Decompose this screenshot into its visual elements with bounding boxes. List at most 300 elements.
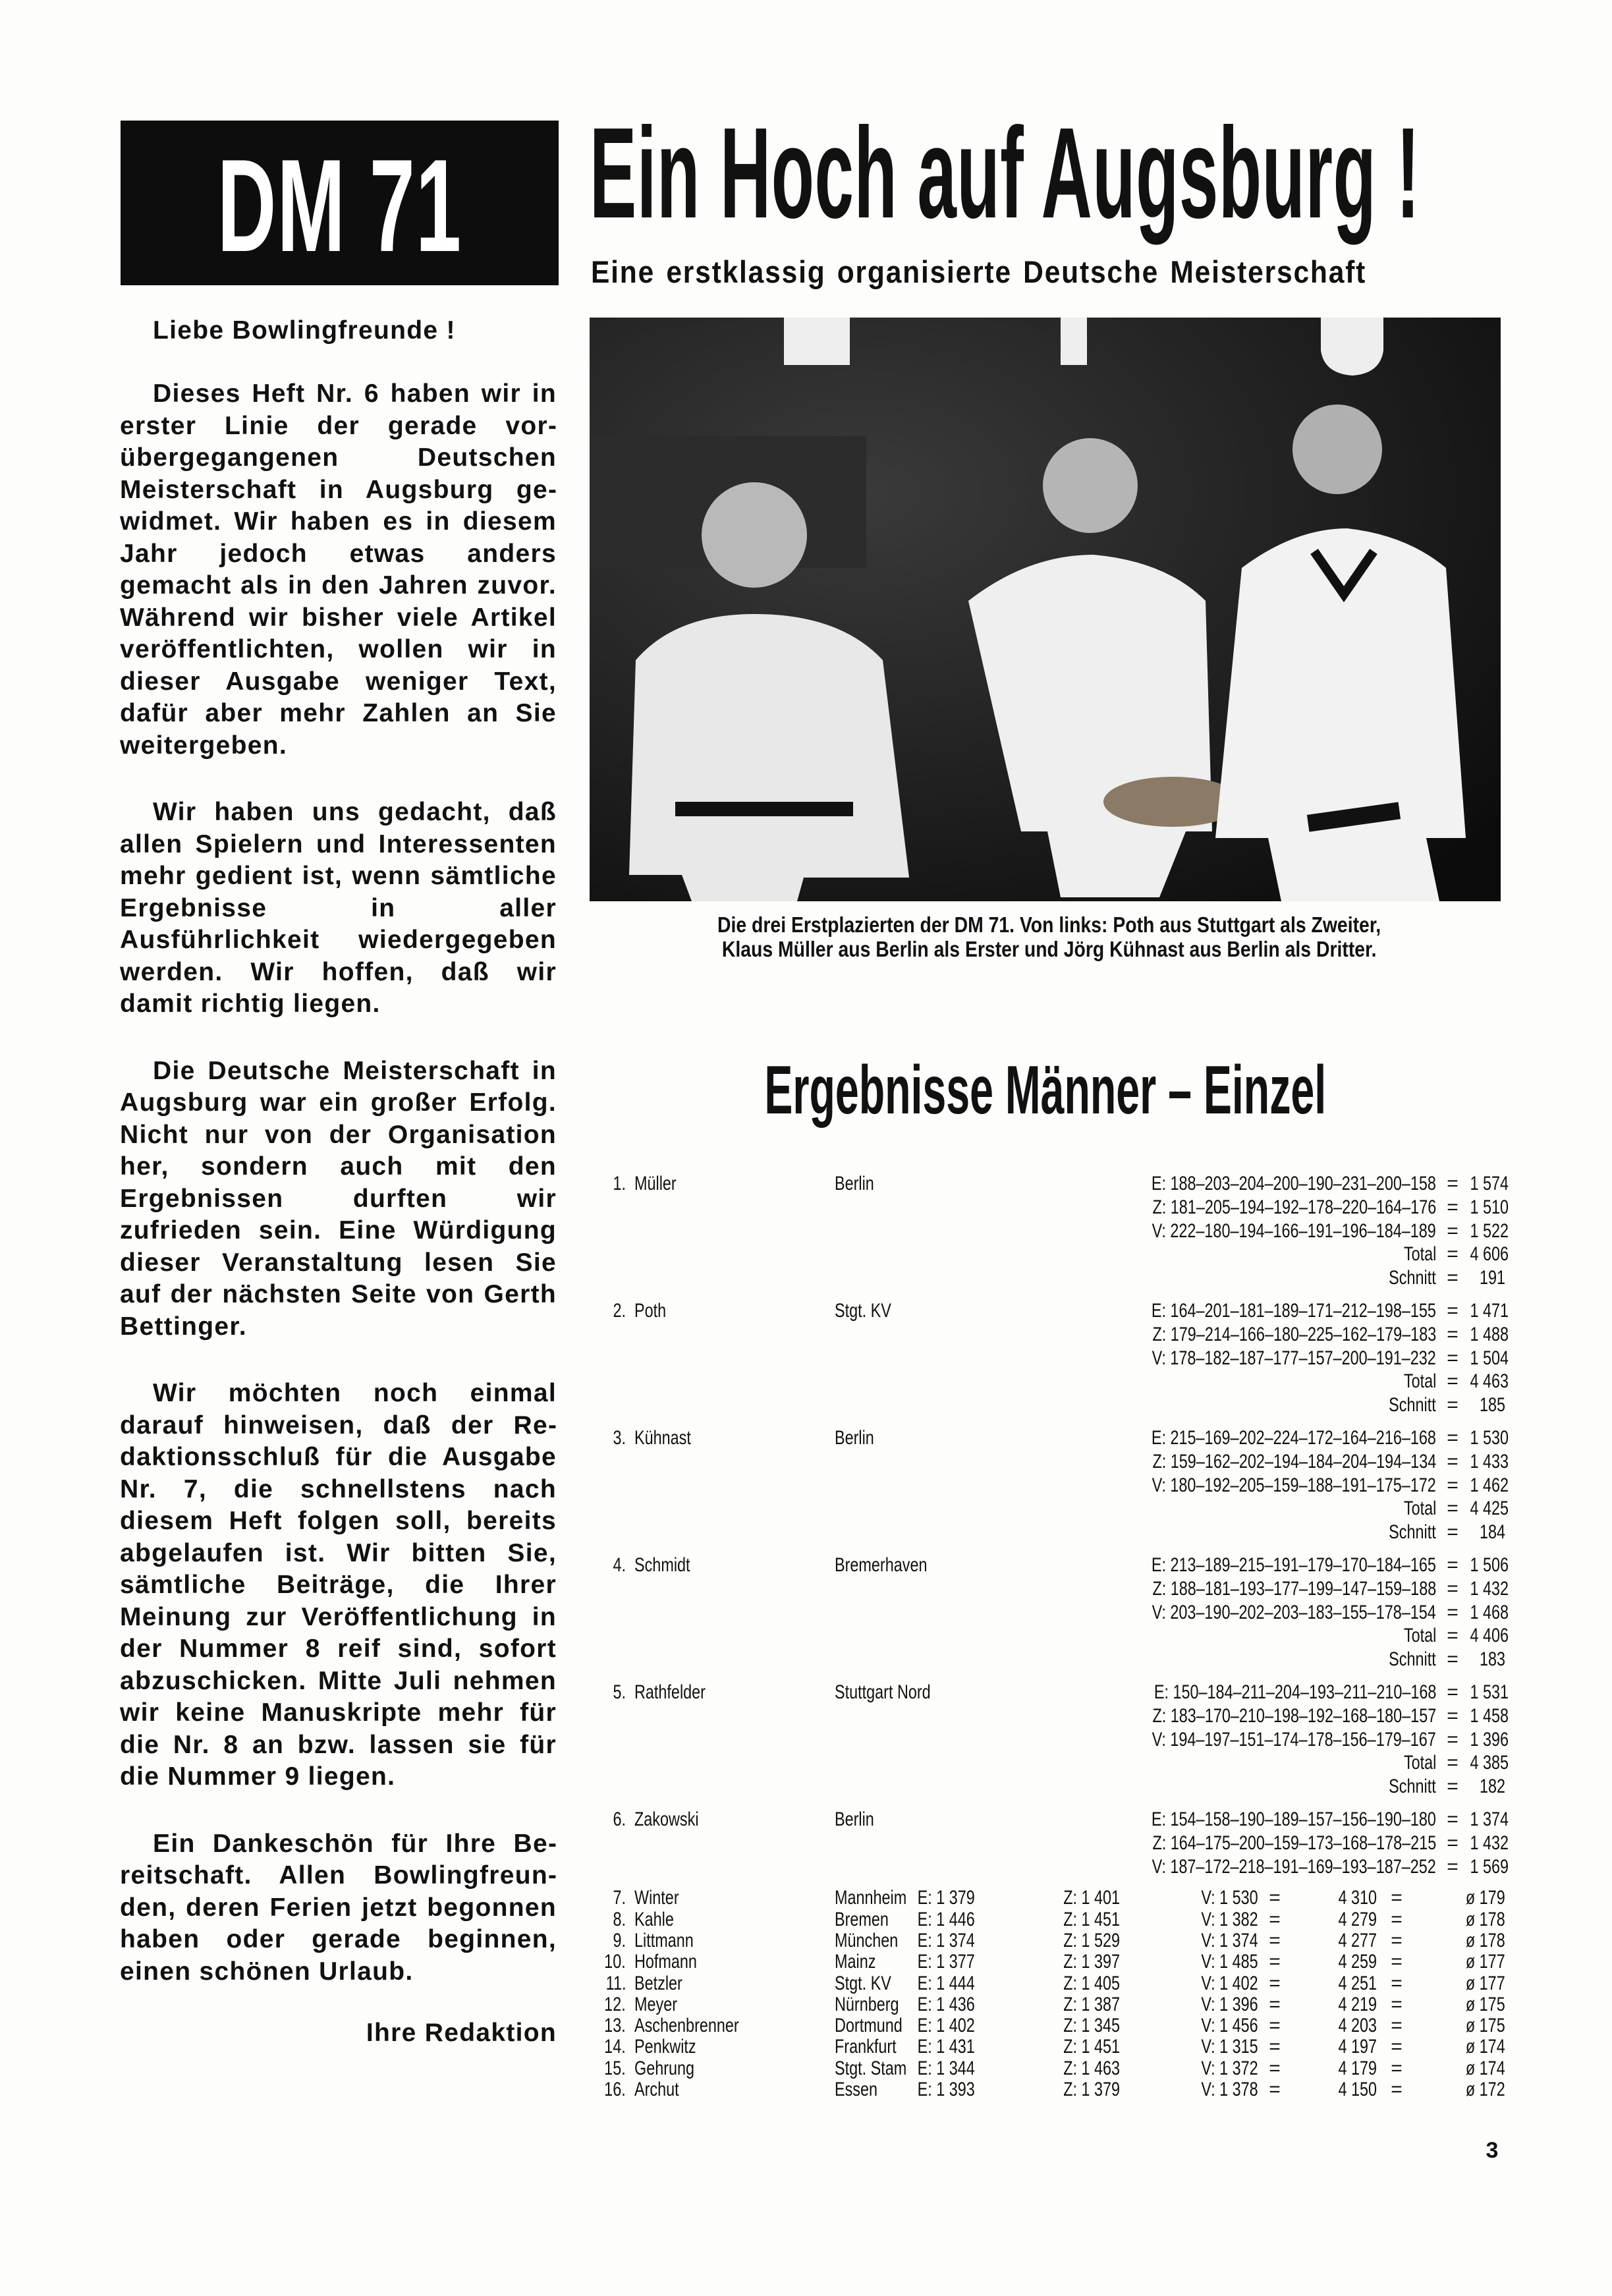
- cell-text: 185: [1479, 1394, 1505, 1416]
- series-z: [1047, 1909, 1120, 1930]
- total-value: [1327, 2058, 1377, 2079]
- cell-text: Bremerhaven: [835, 1554, 928, 1576]
- series-v: [1185, 2079, 1258, 2100]
- series-v: [1185, 1973, 1258, 1994]
- player-club: [835, 1172, 885, 1196]
- row-spacer: [596, 1878, 1505, 1888]
- equals-sign: =: [1391, 2036, 1403, 2058]
- series-e: [901, 1888, 975, 1909]
- series-games: [1072, 1196, 1436, 1219]
- cell-text: Nürnberg: [835, 1993, 899, 2015]
- series-z: [1047, 1994, 1120, 2015]
- series-z: [1047, 1930, 1120, 1951]
- total-value: [1327, 1930, 1377, 1951]
- series-games: [1072, 1347, 1436, 1370]
- cell-text: Z: 1 401: [1063, 1887, 1120, 1909]
- series-sum: [1459, 1704, 1509, 1728]
- cell-text: Z: 1 451: [1063, 1908, 1120, 1930]
- series-row: [596, 1601, 1509, 1625]
- editorial-signature: Ihre Redaktion: [366, 2019, 557, 2047]
- series-row: [596, 1450, 1509, 1474]
- rank: [596, 1554, 626, 1577]
- cell-text: V: 1 396: [1201, 1993, 1258, 2015]
- equals-sign: =: [1269, 2078, 1281, 2100]
- equals-sign: =: [1269, 1887, 1281, 1909]
- cell-text: Total: [1403, 1625, 1436, 1647]
- player-club: [835, 1554, 953, 1577]
- cell-text: V: 1 378: [1201, 2078, 1258, 2100]
- equals-sign: =: [1391, 1929, 1403, 1951]
- cell-text: 1 522: [1470, 1219, 1509, 1242]
- cell-text: Total: [1403, 1498, 1436, 1520]
- cell-text: 7.: [613, 1887, 626, 1909]
- cell-text: 13.: [604, 2015, 626, 2037]
- cell-text: ø 177: [1466, 1951, 1505, 1973]
- cell-text: E: 150–184–211–204–193–211–210–168: [1153, 1681, 1436, 1703]
- cell-text: Schnitt: [1389, 1521, 1436, 1544]
- cell-text: V: 1 485: [1201, 1951, 1258, 1973]
- row-spacer: [596, 1671, 1505, 1681]
- editorial-paragraph: Wir möchten noch einmal darauf hinweisen, daß der Redaktionsschluß für die Ausgabe Nr. 7, die schnellstens nach diesem Heft folgen soll, bereits abgelaufen ist. Wir bitten Sie, sämtliche Beiträge, die Ihrer Meinung zur Veröffentlichung in der Nummer 8 reif sind, sofort abzuschicken. Mitte Juli nehmen wir keine Manuskripte mehr für die Nr. 8 an bzw. lassen sie für die Nummer 9 liegen.: [120, 1379, 557, 1791]
- cell-text: V: 187–172–218–191–169–193–187–252: [1152, 1855, 1436, 1878]
- rank: [596, 1681, 626, 1704]
- cell-text: Schmidt: [634, 1554, 690, 1576]
- series-games: [1072, 1577, 1436, 1601]
- cell-text: Hofmann: [634, 1951, 697, 1973]
- total-value: [1459, 1370, 1509, 1393]
- equals-sign: =: [1269, 1929, 1281, 1951]
- player-name: [634, 1426, 707, 1450]
- equals-sign: =: [1447, 1243, 1459, 1266]
- equals-sign: =: [1447, 1323, 1459, 1345]
- total-row: [596, 1243, 1509, 1266]
- equals-sign: =: [1391, 1972, 1403, 1994]
- cell-text: Penkwitz: [634, 2036, 696, 2058]
- cell-text: Stuttgart Nord: [835, 1681, 931, 1703]
- cell-text: 1 569: [1470, 1855, 1509, 1878]
- series-e: [901, 1994, 975, 2015]
- equals-sign: =: [1391, 2078, 1403, 2100]
- cell-text: 4 425: [1470, 1498, 1509, 1520]
- series-row: [596, 1577, 1509, 1601]
- total-label: [1395, 1751, 1436, 1775]
- cell-text: 4 310: [1338, 1887, 1377, 1909]
- series-sum: [1459, 1808, 1509, 1832]
- cell-text: 4 203: [1338, 2015, 1377, 2037]
- player-club: [835, 1973, 907, 1994]
- equals-sign: =: [1269, 2057, 1281, 2079]
- editorial-paragraph: Ein Dankeschön für Ihre Bereitschaft. Allen Bowlingfreunden, deren Ferien jetzt begonnen haben oder gerade beginnen, einen schönen Urlaub.: [120, 1829, 557, 1986]
- total-row: [596, 1624, 1509, 1648]
- average-label: [1376, 1648, 1436, 1671]
- player-result: [596, 1554, 1509, 1671]
- series-sum: [1459, 1450, 1509, 1474]
- cell-text: 1 374: [1470, 1808, 1509, 1830]
- badge-text: DM 71: [217, 132, 462, 279]
- series-z: [1047, 1973, 1120, 1994]
- series-v: [1185, 2058, 1258, 2079]
- rank: [596, 1951, 626, 1973]
- series-row: [596, 1474, 1509, 1498]
- cell-text: Aschenbrenner: [634, 2015, 739, 2037]
- cell-text: 10.: [604, 1951, 626, 1973]
- cell-text: Mainz: [835, 1951, 876, 1973]
- row-spacer: [596, 1799, 1505, 1808]
- cell-text: 4 251: [1338, 1972, 1377, 1994]
- average-value: [1455, 2015, 1505, 2036]
- cell-text: 1 510: [1470, 1196, 1509, 1218]
- cell-text: Total: [1403, 1370, 1436, 1393]
- cell-text: E: 1 446: [917, 1908, 975, 1930]
- row-spacer: [596, 1417, 1505, 1426]
- cell-text: ø 177: [1466, 1972, 1505, 1994]
- series-games: [1072, 1832, 1436, 1855]
- cell-text: Berlin: [835, 1426, 874, 1449]
- cell-text: 1 504: [1470, 1347, 1509, 1369]
- average-row: [596, 1775, 1505, 1799]
- cell-text: 15.: [604, 2057, 626, 2079]
- rank: [596, 1973, 626, 1994]
- equals-sign: =: [1269, 1972, 1281, 1994]
- cell-text: 2.: [613, 1299, 626, 1322]
- equals-sign: =: [1447, 1267, 1459, 1289]
- average-row: [596, 1521, 1505, 1544]
- results-section-title: [590, 1054, 1501, 1127]
- results-table: [596, 1172, 1509, 2100]
- cell-text: 4 179: [1338, 2057, 1377, 2079]
- cell-text: E: 213–189–215–191–179–170–184–165: [1151, 1554, 1436, 1576]
- cell-text: Z: 1 345: [1063, 2015, 1120, 2037]
- cell-text: 4 197: [1338, 2036, 1377, 2058]
- cell-text: 1 574: [1470, 1173, 1509, 1194]
- cell-text: V: 178–182–187–177–157–200–191–232: [1152, 1347, 1436, 1369]
- series-z: [1047, 1888, 1120, 1909]
- rank: [596, 1888, 626, 1909]
- average-row: [596, 1648, 1505, 1671]
- series-games: [1072, 1728, 1436, 1752]
- equals-sign: =: [1269, 1908, 1281, 1930]
- series-games: [1072, 1474, 1436, 1498]
- player-club: [835, 1909, 904, 1930]
- equals-sign: =: [1447, 1196, 1459, 1218]
- player-club: [835, 1299, 907, 1323]
- equals-sign: =: [1447, 1704, 1459, 1727]
- cell-text: Z: 1 529: [1063, 1929, 1120, 1951]
- series-games: [1072, 1855, 1436, 1879]
- equals-sign: =: [1391, 1908, 1403, 1930]
- total-row: [596, 1497, 1509, 1521]
- rank: [596, 1172, 626, 1196]
- player-name: [634, 1930, 710, 1951]
- total-label: [1395, 1243, 1436, 1266]
- series-z: [1047, 2036, 1120, 2058]
- average-row: [596, 1393, 1505, 1417]
- cell-text: Bremen: [835, 1908, 889, 1930]
- series-sum: [1459, 1172, 1509, 1196]
- cell-text: Essen: [835, 2078, 878, 2100]
- series-games: [1072, 1450, 1436, 1474]
- cell-text: ø 178: [1466, 1908, 1505, 1930]
- cell-text: V: 1 372: [1201, 2057, 1258, 2079]
- series-sum: [1459, 1474, 1509, 1498]
- equals-sign: =: [1447, 1394, 1459, 1416]
- cell-text: V: 1 402: [1201, 1972, 1258, 1994]
- player-name: [634, 1299, 675, 1323]
- cell-text: E: 154–158–190–189–157–156–190–180: [1151, 1808, 1436, 1830]
- average-value: [1455, 1888, 1505, 1909]
- editorial-paragraph: Die Deutsche Meisterschaft in Augsburg war ein großer Erfolg. Nicht nur von der Organisation her, sondern auch mit den Ergebnissen durften wir zufrieden sein. Eine Würdigung dieser Veranstaltung lesen Sie auf der nächsten Seite von Gerth Bettinger.: [120, 1056, 557, 1341]
- player-name: [634, 1172, 688, 1196]
- average-label: [1376, 1775, 1436, 1799]
- player-result: [596, 1426, 1509, 1544]
- player-result: [596, 1172, 1509, 1290]
- series-row: [596, 1196, 1509, 1219]
- cell-text: Z: 183–170–210–198–192–168–180–157: [1152, 1704, 1436, 1727]
- series-e: [901, 2079, 975, 2100]
- player-club: [835, 1426, 885, 1450]
- series-row: [596, 1808, 1509, 1832]
- equals-sign: =: [1447, 1370, 1459, 1393]
- average-value: [1459, 1393, 1505, 1417]
- caption-line-2: Klaus Müller aus Berlin als Erster und Jörg Kühnast aus Berlin als Dritter.: [722, 937, 1377, 961]
- series-games: [1071, 1808, 1436, 1832]
- cell-text: Schnitt: [1389, 1394, 1436, 1416]
- equals-sign: =: [1391, 1951, 1403, 1973]
- cell-text: Mannheim: [835, 1887, 907, 1909]
- equals-sign: =: [1391, 2015, 1403, 2037]
- cell-text: 14.: [604, 2036, 626, 2058]
- cell-text: E: 1 402: [917, 2015, 975, 2037]
- editorial-greeting: Liebe Bowlingfreunde !: [153, 316, 456, 345]
- player-name: [634, 1554, 706, 1577]
- rank: [596, 2079, 626, 2100]
- series-z: [1047, 2058, 1120, 2079]
- equals-sign: =: [1447, 1426, 1459, 1449]
- cell-text: Betzler: [634, 1972, 682, 1994]
- cell-text: Z: 1 463: [1063, 2057, 1120, 2079]
- average-label: [1376, 1521, 1436, 1544]
- total-value: [1459, 1624, 1509, 1648]
- series-e: [901, 2036, 975, 2058]
- equals-sign: =: [1447, 1648, 1459, 1671]
- cell-text: Dortmund: [835, 2015, 903, 2037]
- equals-sign: =: [1447, 1855, 1459, 1878]
- series-sum: [1459, 1728, 1509, 1752]
- editorial-paragraph: Dieses Heft Nr. 6 haben wir in erster Linie der gerade vorübergegangenen Deutschen Meisterschaft in Augsburg gewidmet. Wir haben es in diesem Jahr jedoch etwas anders gemacht als in den Jahren zuvor. Während wir bisher viele Artikel veröffentlichten, wollen wir in dieser Ausgabe weniger Text, dafür aber mehr Zahlen an Sie weitergeben.: [120, 379, 557, 760]
- series-row: [596, 1299, 1509, 1323]
- cell-text: 4 385: [1470, 1752, 1509, 1774]
- cell-text: 4 406: [1470, 1625, 1509, 1647]
- total-value: [1327, 1994, 1377, 2015]
- cell-text: V: 1 315: [1201, 2036, 1258, 2058]
- series-e: [901, 2015, 975, 2036]
- summary-row: [596, 2058, 1505, 2079]
- series-sum: [1459, 1426, 1509, 1450]
- cell-text: V: 180–192–205–159–188–191–175–172: [1152, 1474, 1436, 1496]
- cell-text: Frankfurt: [835, 2036, 897, 2058]
- player-name: [634, 1994, 689, 2015]
- series-games: [1071, 1554, 1436, 1577]
- cell-text: Winter: [634, 1887, 679, 1909]
- equals-sign: =: [1447, 1577, 1459, 1600]
- cell-text: Schnitt: [1389, 1267, 1436, 1289]
- series-games: [1071, 1299, 1436, 1323]
- page-number: 3: [1486, 2138, 1499, 2163]
- series-row: [596, 1323, 1509, 1347]
- cell-text: Z: 179–214–166–180–225–162–179–183: [1152, 1323, 1436, 1345]
- average-label: [1376, 1266, 1436, 1290]
- rank: [596, 2036, 626, 2058]
- editorial-paragraph: Wir haben uns gedacht, daß allen Spielern und Interessenten mehr gedient ist, wenn sämtliche Ergebnisse in aller Ausführlichkeit wiedergegeben werden. Wir hoffen, daß wir damit richtig liegen.: [120, 798, 557, 1018]
- total-row: [596, 1370, 1509, 1393]
- series-games: [1072, 1323, 1436, 1347]
- cell-text: 11.: [605, 1972, 626, 1994]
- rank: [596, 2058, 626, 2079]
- cell-text: Archut: [634, 2078, 679, 2100]
- average-value: [1455, 1994, 1505, 2015]
- summary-row: [596, 1930, 1505, 1951]
- equals-sign: =: [1447, 1681, 1459, 1703]
- player-name: [634, 2036, 713, 2058]
- series-e: [901, 2058, 975, 2079]
- cell-text: 1 530: [1470, 1426, 1509, 1449]
- average-value: [1455, 1951, 1505, 1973]
- total-value: [1327, 1973, 1377, 1994]
- equals-sign: =: [1447, 1521, 1459, 1544]
- cell-text: Poth: [634, 1299, 667, 1322]
- cell-text: E: 188–203–204–200–190–231–200–158: [1151, 1173, 1436, 1194]
- dm71-badge: [121, 121, 559, 285]
- series-games: [1071, 1426, 1436, 1450]
- series-row: [596, 1728, 1509, 1752]
- cell-text: 183: [1479, 1648, 1505, 1671]
- player-result: [596, 1681, 1509, 1799]
- average-row: [596, 1266, 1505, 1290]
- average-value: [1459, 1648, 1505, 1671]
- cell-text: München: [835, 1929, 899, 1951]
- equals-sign: =: [1391, 1993, 1403, 2015]
- cell-text: E: 1 377: [917, 1951, 975, 1973]
- series-e: [901, 1909, 975, 1930]
- cell-text: 1 468: [1470, 1601, 1509, 1623]
- series-sum: [1459, 1347, 1509, 1370]
- cell-text: V: 1 456: [1201, 2015, 1258, 2037]
- cell-text: V: 1 382: [1201, 1908, 1258, 1930]
- series-row: [596, 1347, 1509, 1370]
- cell-text: 1 462: [1470, 1474, 1509, 1496]
- cell-text: Z: 164–175–200–159–173–168–178–215: [1152, 1832, 1436, 1854]
- series-v: [1185, 1909, 1258, 1930]
- cell-text: 4 277: [1338, 1929, 1377, 1951]
- row-spacer: [596, 1290, 1505, 1299]
- series-sum: [1459, 1219, 1509, 1243]
- series-z: [1047, 1951, 1120, 1973]
- cell-text: Kahle: [634, 1908, 674, 1930]
- cell-text: E: 164–201–181–189–171–212–198–155: [1151, 1299, 1436, 1322]
- cell-text: 1 488: [1470, 1323, 1509, 1345]
- cell-text: Z: 188–181–193–177–199–147–159–188: [1152, 1577, 1436, 1600]
- average-value: [1455, 1973, 1505, 1994]
- series-sum: [1459, 1832, 1509, 1855]
- average-value: [1455, 1930, 1505, 1951]
- equals-sign: =: [1447, 1554, 1459, 1576]
- player-club: [835, 1951, 887, 1973]
- cell-text: ø 175: [1466, 1993, 1505, 2015]
- cell-text: ø 174: [1466, 2057, 1505, 2079]
- series-sum: [1459, 1196, 1509, 1219]
- cell-text: E: 215–169–202–224–172–164–216–168: [1151, 1426, 1436, 1449]
- rank: [596, 1994, 626, 2015]
- summary-row: [596, 2079, 1505, 2100]
- total-row: [596, 1751, 1509, 1775]
- cell-text: Stgt. KV: [835, 1299, 891, 1322]
- player-club: [835, 1681, 958, 1704]
- equals-sign: =: [1447, 1808, 1459, 1830]
- series-games: [1071, 1172, 1436, 1196]
- total-value: [1327, 1888, 1377, 1909]
- rank: [596, 1909, 626, 1930]
- cell-text: Z: 1 387: [1063, 1993, 1120, 2015]
- total-value: [1327, 1909, 1377, 1930]
- cell-text: 4 606: [1470, 1243, 1509, 1266]
- cell-text: E: 1 379: [917, 1887, 975, 1909]
- cell-text: Z: 1 379: [1063, 2078, 1120, 2100]
- equals-sign: =: [1447, 1299, 1459, 1322]
- series-v: [1185, 1930, 1258, 1951]
- cell-text: 4 150: [1338, 2078, 1377, 2100]
- cell-text: Gehrung: [634, 2057, 695, 2079]
- cell-text: 182: [1479, 1776, 1505, 1798]
- total-label: [1395, 1370, 1436, 1393]
- cell-text: 5.: [613, 1681, 626, 1703]
- equals-sign: =: [1269, 1993, 1281, 2015]
- summary-row: [596, 1973, 1505, 1994]
- cell-text: 9.: [613, 1929, 626, 1951]
- series-row: [596, 1832, 1509, 1855]
- summary-row: [596, 2015, 1505, 2036]
- player-name: [634, 1909, 685, 1930]
- editorial-column: [120, 315, 557, 2050]
- equals-sign: =: [1447, 1450, 1459, 1472]
- rank: [596, 1808, 626, 1832]
- cell-text: ø 178: [1466, 1929, 1505, 1951]
- series-z: [1047, 2015, 1120, 2036]
- equals-sign: =: [1447, 1173, 1459, 1194]
- series-sum: [1459, 1601, 1509, 1625]
- average-value: [1455, 1909, 1505, 1930]
- cell-text: 1 531: [1470, 1681, 1509, 1703]
- average-value: [1455, 2079, 1505, 2100]
- player-name: [634, 1808, 717, 1832]
- equals-sign: =: [1447, 1498, 1459, 1520]
- summary-row: [596, 1909, 1505, 1930]
- cell-text: V: 1 530: [1201, 1887, 1258, 1909]
- player-name: [634, 2015, 768, 2036]
- player-club: [835, 1808, 885, 1832]
- cell-text: 4 463: [1470, 1370, 1509, 1393]
- cell-text: 1 471: [1470, 1299, 1509, 1322]
- cell-text: Berlin: [835, 1808, 874, 1830]
- summary-row: [596, 2036, 1505, 2058]
- average-value: [1455, 2036, 1505, 2058]
- cell-text: ø 172: [1466, 2078, 1505, 2100]
- series-v: [1185, 1951, 1258, 1973]
- rank: [596, 2015, 626, 2036]
- cell-text: Stgt. KV: [835, 1972, 891, 1994]
- total-value: [1327, 2015, 1377, 2036]
- series-sum: [1459, 1299, 1509, 1323]
- cell-text: 191: [1479, 1267, 1505, 1289]
